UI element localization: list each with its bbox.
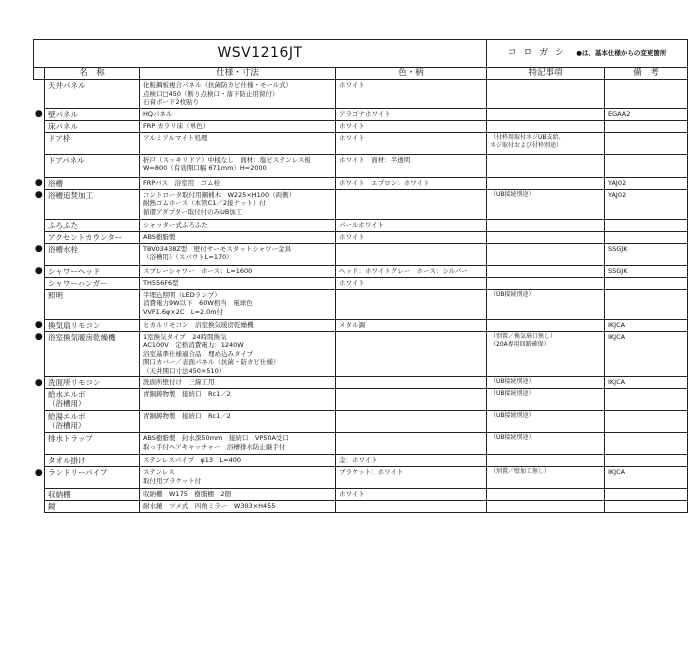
legend-note: ●は、基本仕様からの変更箇所: [576, 49, 667, 58]
item-spec: 1室換気タイプ 24時間換気 AC100V 定格消費電力：1240W 浴室基準仕様適合品 埋め込みタイプ 開口カバー／表面パネル（抗菌・防カビ仕様） （天井開口寸法450×510）: [140, 331, 336, 377]
table-row: [34, 219, 688, 231]
item-color: [336, 501, 487, 513]
item-remark: [605, 80, 688, 109]
item-remark: [605, 120, 688, 132]
change-mark: ●: [34, 467, 45, 489]
item-name: ドア枠: [45, 132, 140, 154]
item-color: ホワイト 面材：半透明: [336, 154, 487, 177]
change-mark: ●: [34, 320, 43, 330]
item-note: [487, 243, 605, 265]
item-spec: 耐水鏡 ツメ式 四角ミラー W303×H455: [140, 501, 336, 513]
table-row: [34, 433, 688, 455]
item-name: 浴槽追焚加工: [45, 189, 140, 219]
change-mark: [34, 277, 45, 289]
item-name: 洗面所リモコン: [45, 377, 140, 389]
item-note: [487, 277, 605, 289]
change-mark: [34, 289, 45, 319]
item-name: タオル掛け: [45, 455, 140, 467]
table-row: [34, 377, 688, 389]
item-color: 金：ホワイト: [336, 455, 487, 467]
item-color: [336, 289, 487, 319]
table-row: [34, 108, 688, 120]
item-note: [487, 80, 605, 109]
title-subinfo: [487, 40, 688, 68]
item-remark: IKJCA: [605, 331, 688, 377]
item-note: （UB接続別途）: [487, 377, 605, 389]
table-row: [34, 277, 688, 289]
item-spec: ABS樹脂製: [140, 231, 336, 243]
change-mark: [34, 489, 45, 501]
item-remark: [605, 219, 688, 231]
spec-sheet: [33, 39, 687, 513]
item-color: ホワイト エプロン：ホワイト: [336, 177, 487, 189]
table-row: [34, 489, 688, 501]
item-color: [336, 433, 487, 455]
change-mark: [34, 455, 45, 467]
table-row: [34, 243, 688, 265]
table-row: [34, 132, 688, 154]
document-title: WSV1216JT: [34, 40, 487, 68]
item-name: 壁パネル: [45, 108, 140, 120]
item-note: （別置／壁加工無し）: [487, 467, 605, 489]
item-note: （UB接続別途）: [487, 189, 605, 219]
change-mark: ●: [34, 243, 45, 265]
item-color: [336, 331, 487, 377]
change-mark: ●: [34, 109, 43, 119]
change-mark: ●: [34, 266, 43, 276]
item-remark: [605, 289, 688, 319]
item-note: [487, 154, 605, 177]
item-color: アラゴナホワイト: [336, 108, 487, 120]
item-name: 浴槽水栓: [45, 243, 140, 265]
table-row: [34, 177, 688, 189]
change-mark: ●: [34, 189, 45, 219]
item-remark: [605, 455, 688, 467]
item-spec: 洗面所壁付け 三線工用: [140, 377, 336, 389]
item-spec: 青銅鋳物製 接続口 Rc1／2: [140, 389, 336, 411]
item-note: [487, 489, 605, 501]
item-remark: [605, 489, 688, 501]
item-color: [336, 411, 487, 433]
item-remark: [605, 389, 688, 411]
change-mark: [34, 120, 45, 132]
item-color: ホワイト: [336, 489, 487, 501]
item-spec: ステンレス 取付用ブラケット付: [140, 467, 336, 489]
item-note: （付枠用取付ネジUB支給、 ネジ取付および付枠別途）: [487, 132, 605, 154]
item-remark: [605, 154, 688, 177]
change-mark: [34, 389, 45, 411]
item-color: [336, 189, 487, 219]
table-row: [34, 331, 688, 377]
title-row: [34, 40, 688, 68]
item-name: ふろふた: [45, 219, 140, 231]
item-name: 床パネル: [45, 120, 140, 132]
item-name: アクセントカウンター: [45, 231, 140, 243]
column-header-mark: [34, 68, 45, 80]
item-color: [336, 377, 487, 389]
column-header-color: 色・柄: [336, 68, 487, 80]
item-name: 給水エルボ （浴槽用）: [45, 389, 140, 411]
item-note: [487, 319, 605, 331]
item-remark: YAJ02: [605, 177, 688, 189]
table-row: [34, 319, 688, 331]
item-remark: [605, 277, 688, 289]
item-color: パールホワイト: [336, 219, 487, 231]
item-spec: TH556F6型: [140, 277, 336, 289]
item-spec: FRP カラリ床（単色）: [140, 120, 336, 132]
table-row: [34, 501, 688, 513]
item-remark: [605, 132, 688, 154]
item-name: ランドリーパイプ: [45, 467, 140, 489]
item-note: （UB接続別途）: [487, 411, 605, 433]
item-note: （別置／換気扇口無し） （20A専用回路確保）: [487, 331, 605, 377]
item-color: ブラケット：ホワイト: [336, 467, 487, 489]
item-remark: [605, 433, 688, 455]
item-name: シャワーヘッド: [45, 265, 140, 277]
table-row: [34, 231, 688, 243]
column-header-name: 名 称: [45, 68, 140, 80]
item-remark: SSGJK: [605, 265, 688, 277]
item-note: [487, 120, 605, 132]
item-note: （UB接続別途）: [487, 389, 605, 411]
item-spec: FRPバス 浴室用 ゴム栓: [140, 177, 336, 189]
item-note: [487, 265, 605, 277]
item-note: （UB接続別途）: [487, 433, 605, 455]
item-remark: IKJCA: [605, 467, 688, 489]
item-color: ホワイト: [336, 231, 487, 243]
item-name: 給湯エルボ （浴槽用）: [45, 411, 140, 433]
item-color: [336, 389, 487, 411]
item-spec: 化粧鋼板複合パネル（抗菌防カビ仕様・モール式） 点検口□450（断り点検口・落下防止用留付） 石膏ボード2枚貼り: [140, 80, 336, 109]
item-spec: 収納棚 W175 樹脂棚 2個: [140, 489, 336, 501]
item-spec: ABS樹脂製 封水深50mm 接続口 VP50A受口 取っ手付ヘアキャッチャー 浴槽排水防止継手付: [140, 433, 336, 455]
change-mark: [34, 132, 45, 154]
change-mark: ●: [34, 331, 45, 377]
change-mark: [34, 219, 45, 231]
change-mark: [34, 231, 45, 243]
item-remark: EGAA2: [605, 108, 688, 120]
item-name: 収納棚: [45, 489, 140, 501]
item-spec: スプレーシャワー ホース：L=1600: [140, 265, 336, 277]
item-name: 天井パネル: [45, 80, 140, 109]
item-remark: [605, 501, 688, 513]
item-note: （UB接続別途）: [487, 289, 605, 319]
table-row: [34, 389, 688, 411]
column-header-note: 特記事項: [487, 68, 605, 80]
table-row: [34, 80, 688, 109]
item-note: [487, 219, 605, 231]
table-row: [34, 120, 688, 132]
item-color: ヘッド：ホワイトグレー ホース：シルバー: [336, 265, 487, 277]
table-row: [34, 467, 688, 489]
item-name: ドアパネル: [45, 154, 140, 177]
table-row: [34, 189, 688, 219]
item-color: ホワイト: [336, 80, 487, 109]
item-spec: TBV03438Z型 壁付サーモスタットシャワー金具 （浴槽用）（スパウトL=170）: [140, 243, 336, 265]
change-mark: [34, 154, 45, 177]
change-mark: ●: [34, 178, 43, 188]
change-mark: [34, 80, 45, 109]
table-row: [34, 265, 688, 277]
item-remark: [605, 411, 688, 433]
item-remark: SSGJK: [605, 243, 688, 265]
item-name: 照明: [45, 289, 140, 319]
table-row: [34, 455, 688, 467]
item-color: ホワイト: [336, 277, 487, 289]
item-note: [487, 501, 605, 513]
product-subtitle: コ ロ ガ シ: [507, 48, 567, 59]
change-mark: [34, 433, 45, 455]
column-header-remark: 備 考: [605, 68, 688, 80]
item-spec: ヒカルリモコン 浴室換気暖房乾燥機: [140, 319, 336, 331]
item-color: メタル調: [336, 319, 487, 331]
item-remark: YAJ02: [605, 189, 688, 219]
item-note: [487, 108, 605, 120]
item-remark: IKJCA: [605, 319, 688, 331]
item-spec: 半埋込照明（LEDランプ） 消費電力9W以下 60W相当 電球色 VVF1.6φ×2C L=2.0m付: [140, 289, 336, 319]
item-name: 鏡: [45, 501, 140, 513]
column-header-row: [34, 68, 688, 80]
change-mark: [34, 501, 45, 513]
item-name: シャワーハンガー: [45, 277, 140, 289]
table-row: [34, 289, 688, 319]
item-spec: HQパネル: [140, 108, 336, 120]
item-remark: IKJCA: [605, 377, 688, 389]
item-spec: ステンレスパイプ φ13 L=400: [140, 455, 336, 467]
item-spec: アルミアルマイト処理: [140, 132, 336, 154]
item-color: ホワイト: [336, 132, 487, 154]
item-spec: コントロータ取付用鋼補木 W225×H100（両側） 耐熱ゴムホース（本管C1／2接ナット）付 循環アダプター取付付のみUB加工: [140, 189, 336, 219]
column-header-spec: 仕様・寸法: [140, 68, 336, 80]
item-name: 排水トラップ: [45, 433, 140, 455]
spec-table: [33, 39, 688, 513]
table-row: [34, 154, 688, 177]
item-note: [487, 177, 605, 189]
item-name: 換気扇リモコン: [45, 319, 140, 331]
item-color: ホワイト: [336, 120, 487, 132]
change-mark: ●: [34, 377, 43, 388]
item-spec: 折戸（スッキリドア）中桟なし 面材：塩ビステンレス板 W=800（有効開口幅 671mm）H=2000: [140, 154, 336, 177]
item-remark: [605, 231, 688, 243]
item-spec: 青銅鋳物製 接続口 Rc1／2: [140, 411, 336, 433]
item-note: [487, 231, 605, 243]
item-note: [487, 455, 605, 467]
table-row: [34, 411, 688, 433]
change-mark: [34, 411, 45, 433]
item-color: [336, 243, 487, 265]
item-name: 浴槽: [45, 177, 140, 189]
item-spec: シャッター式ふろふた: [140, 219, 336, 231]
item-name: 浴室換気暖房乾燥機: [45, 331, 140, 377]
